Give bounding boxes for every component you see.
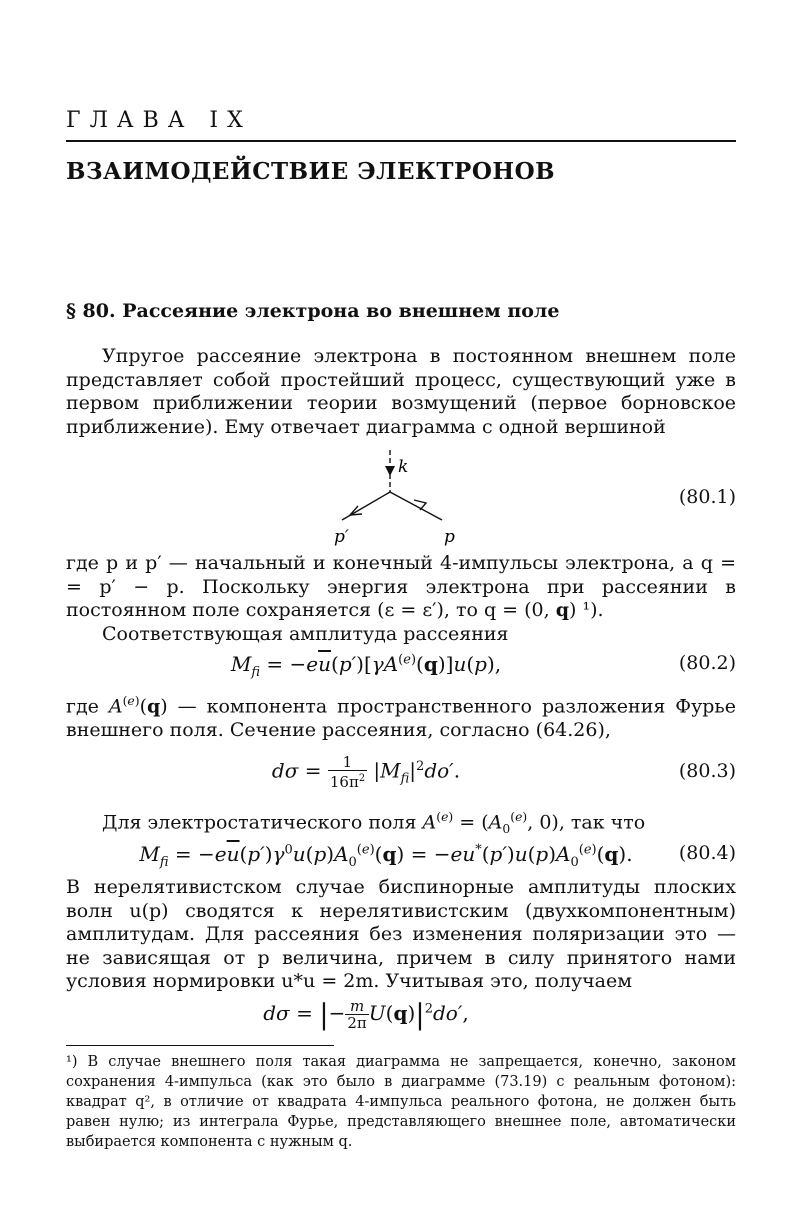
label-k: k [398,457,409,477]
paragraph-electrostatic: Для электростатического поля $A^{(e)} = (A_0^{(e)}$, 0), так что [102,810,646,837]
vertex-diagram [320,448,480,548]
equation-80-3: dσ = $\frac{1}{16\pi^2}$ $|M_{fi}|^2do'$. (80.3) [271,753,736,791]
paragraph-nonrelativistic: В нерелятивистском случае биспинорные амплитуды плоских волн u(p) сводятся к нерелятивистским (двухкомпонентным) амплитудам. Для рассеяния без изменения поляризации это — не зависящая от p величина, причем в силу принятого нами условия нормировки u*u = 2m. Учитывая это, получаем [66,876,736,992]
paragraph-fourier: где $A^{(e)}(q)$ — компонента пространственного разложения Фурье внешнего поля. Сечение рассеяния, согласно (64.26), [66,694,737,741]
footnote-rule [66,1045,334,1046]
eq-number-80-1: (80.1) [678,486,736,508]
paragraph-momenta: где p и p′ — начальный и конечный 4-импульсы электрона, а q = = p′ − p. Поскольку энергия электрона при рассеянии в постоянном поле сохраняется (ε = ε′), то q = (0, q) ¹). [66,552,736,621]
equation-80-4: $M_{fi} = -e\overline{u}(p')\gamma^0u(p)A_0^{(e)}(q) = -eu^*(p')u(p)A_0^{(e)}(q)$. (80.4) [139,842,736,870]
label-p: p [444,527,455,547]
footnote: ¹) В случае внешнего поля такая диаграмма не запрещается, конечно, законом сохранения 4-импульса (как это было в диаграмме (73.19) с реальным фотоном): квадрат q², в отличие от квадрата 4-импульса реального фотона, не должен быть равен нулю; из интеграла Фурье, представляющего внешнее поле, автоматически выбирается компонента с нужным q. [66,1054,736,1150]
paragraph-amplitude: Соответствующая амплитуда рассеяния [102,623,509,645]
equation-cross-section: dσ = |− $\frac{m}{2\pi}$ $U(q)|^2do'$, [263,997,469,1032]
chapter-heading: ГЛАВА IX [66,108,252,133]
section-title: § 80. Рассеяние электрона во внешнем поле [66,300,560,322]
equation-80-2: $M_{fi} = -e\overline{u}(p')[\gamma A^{(e)}(q)]u(p)$, (80.2) [230,652,736,680]
label-p-prime: p′ [334,527,349,547]
paragraph-intro: Упругое рассеяние электрона в постоянном внешнем поле представляет собой простейший процесс, существующий уже в первом приближении теории возмущений (первое борновское приближение). Ему отвечает диаграмма с одной вершиной [66,345,736,438]
chapter-title: ВЗАИМОДЕЙСТВИЕ ЭЛЕКТРОНОВ [66,158,556,185]
chapter-rule [66,140,736,142]
